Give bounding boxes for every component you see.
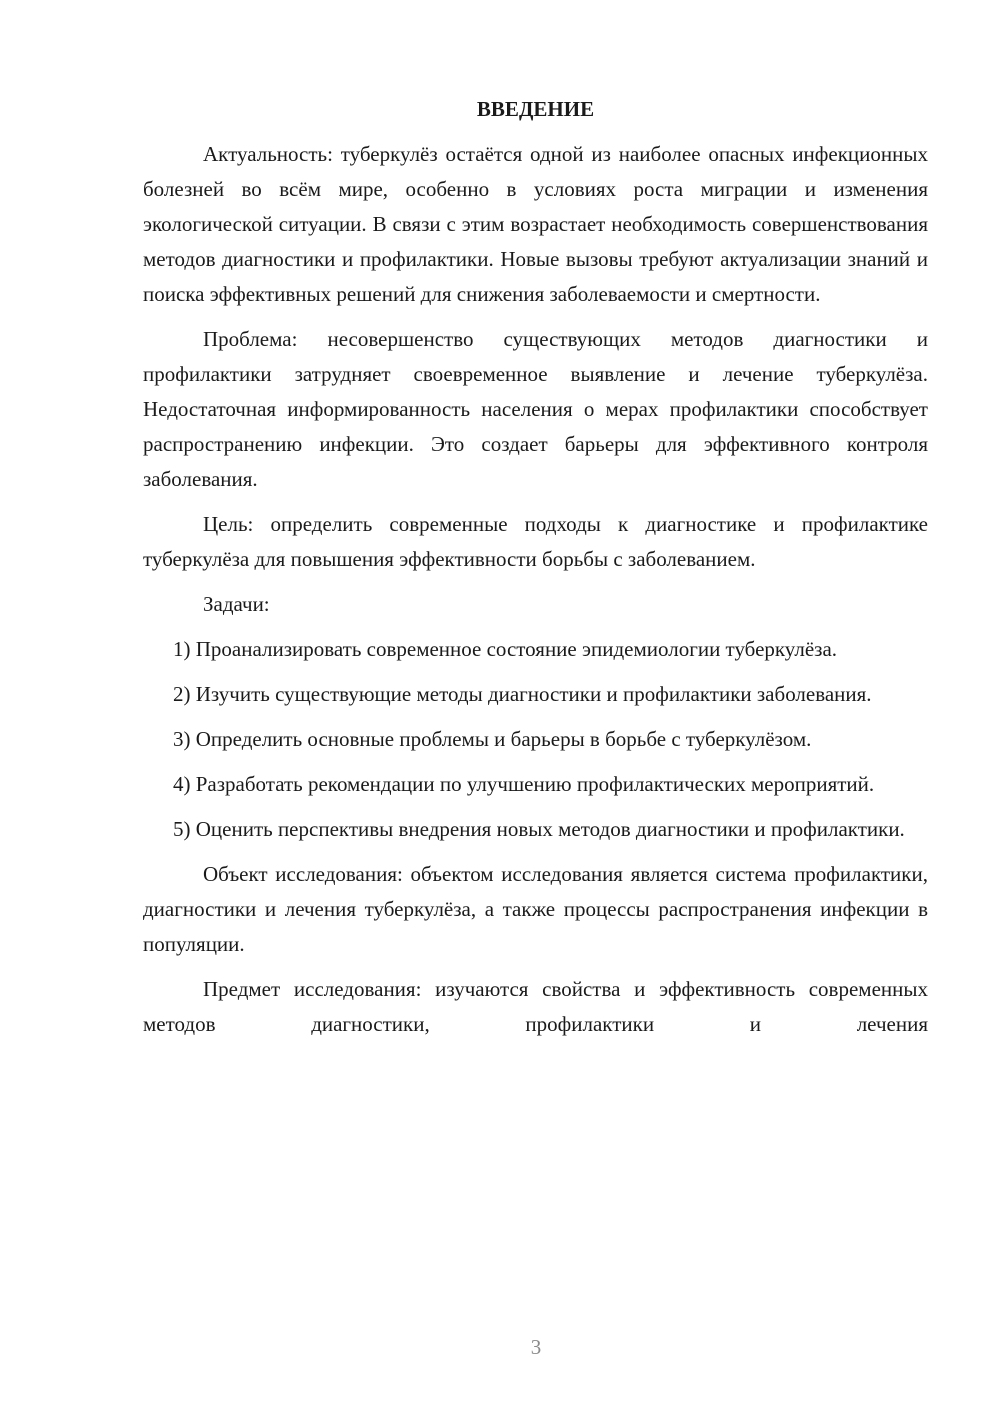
task-item-4: 4) Разработать рекомендации по улучшению профилактических мероприятий. <box>173 772 875 796</box>
task-item-1: 1) Проанализировать современное состояние эпидемиологии туберкулёза. <box>173 637 838 661</box>
task-item-3: 3) Определить основные проблемы и барьеры в борьбе с туберкулёзом. <box>173 727 812 751</box>
section-heading: ВВЕДЕНИЕ <box>476 97 595 121</box>
paragraph-relevance: Актуальность: туберкулёз остаётся одной из наиболее опасных инфекционных болезней во всём мире, особенно в условиях роста миграции и изменения экологической ситуации. В связи с этим возрастает необходимость совершенствования методов диагностики и профилактики. Новые вызовы требуют актуализации знаний и поиска эффективных решений для снижения заболеваемости и смертности. <box>143 142 928 306</box>
task-item-5: 5) Оценить перспективы внедрения новых методов диагностики и профилактики. <box>173 817 905 841</box>
page-content <box>143 92 928 1042</box>
paragraph-object: Объект исследования: объектом исследования является система профилактики, диагностики и лечения туберкулёза, а также процессы распространения инфекции в популяции. <box>143 862 928 956</box>
page-number: 3 <box>530 1335 542 1359</box>
paragraph-goal: Цель: определить современные подходы к диагностике и профилактике туберкулёза для повышения эффективности борьбы с заболеванием. <box>143 512 928 571</box>
paragraph-problem: Проблема: несовершенство существующих методов диагностики и профилактики затрудняет своевременное выявление и лечение туберкулёза. Недостаточная информированность населения о мерах профилактики способствует распространению инфекции. Это создает барьеры для эффективного контроля заболевания. <box>143 327 928 491</box>
paragraph-subject: Предмет исследования: изучаются свойства и эффективность современных методов диагностики, профилактики и лечения <box>143 977 928 1036</box>
paragraph-tasks-label: Задачи: <box>203 592 270 616</box>
task-item-2: 2) Изучить существующие методы диагностики и профилактики заболевания. <box>173 682 872 706</box>
